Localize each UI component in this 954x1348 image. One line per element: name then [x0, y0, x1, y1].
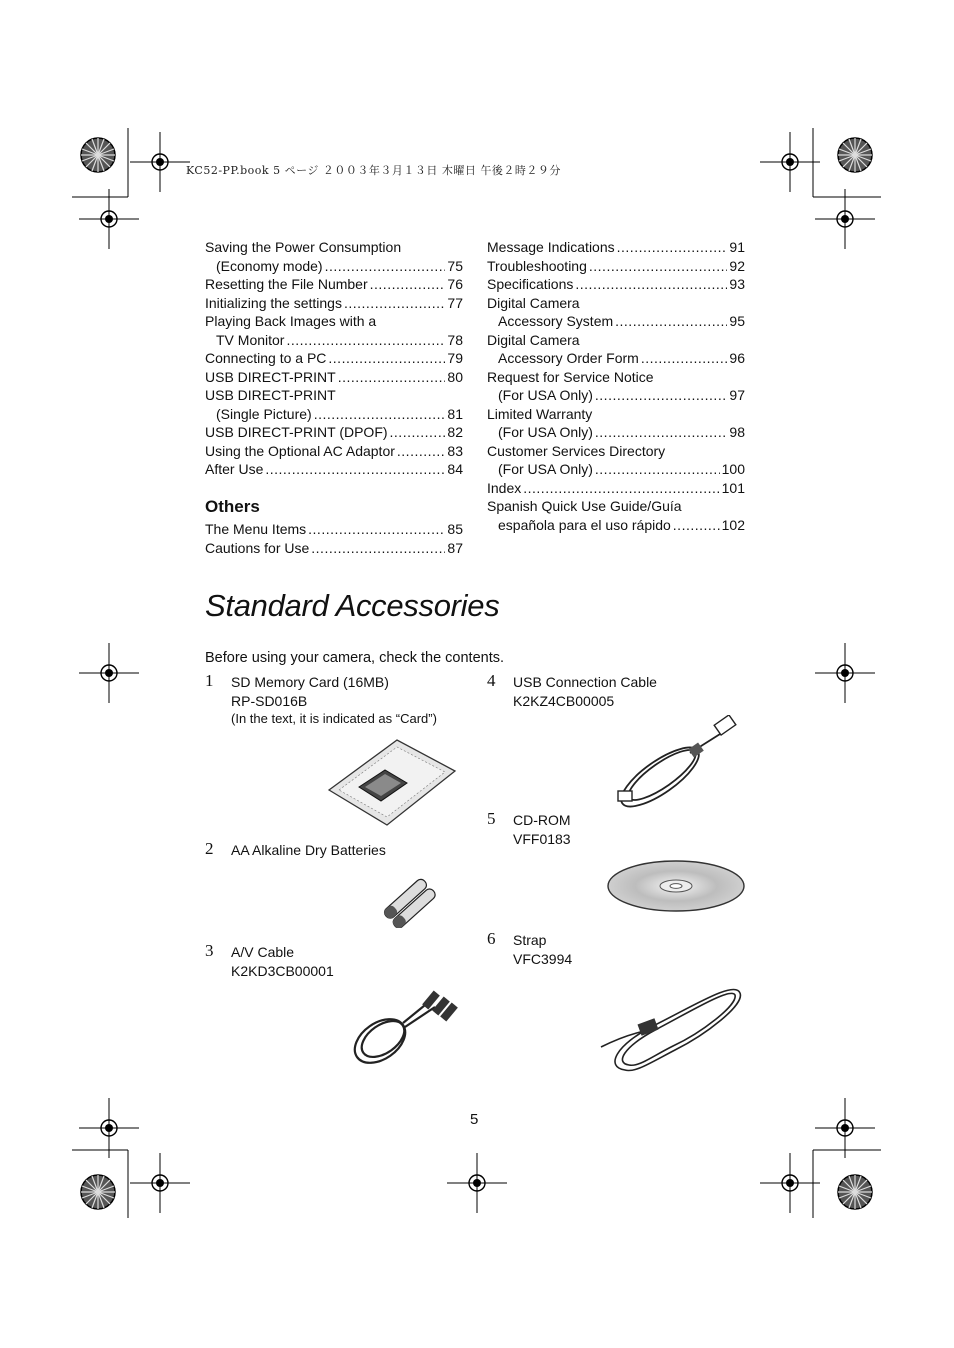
accessory-name: SD Memory Card (16MB)	[231, 674, 389, 690]
toc-entry-page: 102	[721, 516, 745, 533]
toc-entry[interactable]	[205, 460, 463, 479]
accessory-note: (In the text, it is indicated as “Card”)	[231, 711, 437, 726]
toc-leader	[311, 539, 445, 558]
toc-leader	[286, 331, 445, 350]
toc-leader	[325, 257, 446, 276]
toc-entry-text: Accessory Order Form	[498, 350, 639, 366]
toc-entry[interactable]	[487, 257, 745, 276]
toc-entry-page: 82	[447, 424, 463, 440]
toc-entry[interactable]	[205, 331, 463, 350]
toc-entry-page: 98	[729, 424, 745, 440]
print-header-line: KC52-PP.book 5 ページ ２００３年３月１３日 木曜日 午後２時２９分	[186, 164, 561, 177]
toc-entry-text: Accessory System	[498, 313, 614, 329]
toc-entry-page: 84	[447, 461, 463, 477]
toc-entry[interactable]	[205, 423, 463, 442]
toc-entry[interactable]	[487, 386, 745, 405]
toc-entry-text: Customer Services Directory	[487, 442, 666, 459]
toc-entry-text: Connecting to a PC	[205, 350, 327, 366]
others-list	[205, 520, 463, 557]
toc-entry-text: Message Indications	[487, 239, 615, 255]
toc-entry-page: 78	[447, 331, 463, 348]
toc-entry[interactable]	[487, 423, 745, 442]
accessory-number: 5	[487, 809, 496, 828]
accessory-name: A/V Cable	[231, 944, 295, 960]
toc-entry-text: (Single Picture)	[216, 405, 312, 422]
toc-entry[interactable]	[487, 368, 745, 387]
toc-entry[interactable]	[487, 497, 745, 516]
toc-entry[interactable]	[205, 520, 463, 539]
accessory-item	[205, 943, 334, 980]
toc-leader	[338, 368, 446, 387]
star-target-icon	[81, 138, 115, 172]
toc-leader	[617, 238, 728, 257]
strap-illustration	[595, 975, 747, 1075]
toc-entry[interactable]	[487, 479, 745, 498]
accessory-name: CD-ROM	[513, 812, 571, 828]
accessory-number: 2	[205, 839, 214, 858]
toc-leader	[265, 460, 445, 479]
toc-entry-text: Cautions for Use	[205, 539, 310, 556]
toc-leader	[673, 516, 720, 535]
page-number: 5	[470, 1111, 479, 1128]
accessory-name: Strap	[513, 932, 547, 948]
section-title: Standard Accessories	[205, 588, 500, 623]
toc-entry-text: española para el uso rápido	[498, 516, 671, 533]
toc-leader	[328, 349, 445, 368]
toc-entry-text: Limited Warranty	[487, 405, 593, 422]
accessory-item	[487, 673, 657, 710]
toc-entry-page: 91	[729, 239, 745, 255]
others-heading: Others	[205, 497, 260, 516]
toc-entry-page: 80	[447, 368, 463, 385]
toc-entry-text: Resetting the File Number	[205, 276, 368, 292]
accessory-item	[205, 841, 386, 860]
accessory-number: 3	[205, 941, 214, 960]
toc-leader	[370, 275, 446, 294]
accessory-code: K2KZ4CB00005	[513, 692, 615, 709]
accessory-number: 1	[205, 671, 214, 690]
toc-entry[interactable]	[487, 275, 745, 294]
toc-entry-page: 87	[447, 539, 463, 556]
toc-entry-page: 81	[447, 405, 463, 422]
toc-entry[interactable]	[487, 349, 745, 368]
toc-entry-text: USB DIRECT-PRINT (DPOF)	[205, 424, 388, 440]
toc-entry[interactable]	[205, 405, 463, 424]
toc-entry[interactable]	[205, 312, 463, 331]
toc-entry-text: Digital Camera	[487, 331, 580, 348]
toc-entry[interactable]	[205, 257, 463, 276]
toc-entry-text: Saving the Power Consumption	[205, 239, 402, 255]
sd-card-illustration	[325, 735, 460, 830]
toc-entry-page: 92	[729, 257, 745, 274]
toc-entry[interactable]	[487, 405, 745, 424]
accessory-item	[487, 811, 571, 848]
toc-leader	[308, 520, 445, 539]
toc-leader	[344, 294, 445, 313]
accessory-name: USB Connection Cable	[513, 674, 657, 690]
toc-entry[interactable]	[205, 349, 463, 368]
accessory-name: AA Alkaline Dry Batteries	[231, 842, 386, 858]
toc-entry[interactable]	[205, 442, 463, 461]
accessory-code: RP-SD016B	[231, 692, 308, 709]
toc-entry[interactable]	[487, 460, 745, 479]
intro-text: Before using your camera, check the contents.	[205, 650, 505, 666]
toc-entry[interactable]	[205, 294, 463, 313]
toc-leader	[390, 423, 446, 442]
accessory-code: VFC3994	[513, 950, 573, 967]
toc-entry-text: Request for Service Notice	[487, 368, 654, 385]
toc-entry-page: 101	[721, 479, 745, 496]
toc-entry-text: After Use	[205, 461, 264, 477]
toc-entry-text: Index	[487, 479, 522, 496]
accessory-item	[205, 673, 437, 729]
toc-entry[interactable]	[487, 294, 745, 313]
toc-entry[interactable]	[487, 442, 745, 461]
toc-entry-page: 97	[729, 387, 745, 403]
toc-entry[interactable]	[205, 368, 463, 387]
toc-entry[interactable]	[487, 516, 745, 535]
toc-entry-page: 100	[721, 461, 745, 477]
toc-entry-page: 95	[729, 313, 745, 329]
toc-entry[interactable]	[205, 238, 463, 257]
toc-entry[interactable]	[487, 331, 745, 350]
toc-entry-text: Troubleshooting	[487, 257, 587, 274]
toc-entry-text: Specifications	[487, 276, 574, 292]
toc-entry-text: The Menu Items	[205, 521, 307, 537]
toc-leader	[595, 423, 728, 442]
toc-entry-page: 77	[447, 294, 463, 311]
toc-entry-text: Playing Back Images with a	[205, 313, 377, 329]
toc-entry-page: 85	[447, 521, 463, 537]
toc-entry-page: 96	[729, 350, 745, 366]
toc-leader	[589, 257, 728, 276]
toc-entry-page: 76	[447, 276, 463, 292]
toc-entry-text: Digital Camera	[487, 294, 580, 311]
toc-leader	[641, 349, 728, 368]
toc-entry-page: 93	[729, 276, 745, 292]
accessory-number: 6	[487, 929, 496, 948]
toc-leader	[575, 275, 727, 294]
toc-right-column	[487, 238, 745, 534]
accessory-item	[487, 931, 572, 968]
toc-entry[interactable]	[487, 312, 745, 331]
toc-entry[interactable]	[205, 539, 463, 558]
toc-entry-text: Using the Optional AC Adaptor	[205, 442, 395, 459]
toc-entry-text: (For USA Only)	[498, 461, 593, 477]
toc-entry[interactable]	[205, 275, 463, 294]
toc-leader	[595, 460, 720, 479]
toc-entry-text: USB DIRECT-PRINT	[205, 368, 336, 385]
toc-leader	[397, 442, 446, 461]
toc-entry[interactable]	[205, 386, 463, 405]
toc-entry-text: (For USA Only)	[498, 387, 593, 403]
batteries-illustration	[378, 878, 446, 928]
accessory-code: K2KD3CB00001	[231, 962, 334, 979]
toc-entry-text: USB DIRECT-PRINT	[205, 387, 336, 403]
toc-entry-text: Spanish Quick Use Guide/Guía	[487, 498, 682, 514]
toc-entry-text: (Economy mode)	[216, 257, 323, 274]
toc-leader	[314, 405, 446, 424]
toc-entry-page: 83	[447, 442, 463, 459]
usb-cable-illustration	[610, 715, 745, 810]
toc-entry-text: (For USA Only)	[498, 424, 593, 440]
accessory-code: VFF0183	[513, 830, 571, 847]
cd-rom-illustration	[605, 858, 747, 914]
accessory-number: 4	[487, 671, 496, 690]
toc-leader	[595, 386, 728, 405]
toc-entry-page: 75	[447, 257, 463, 274]
toc-entry[interactable]	[487, 238, 745, 257]
toc-leader	[523, 479, 719, 498]
toc-left-column	[205, 238, 463, 479]
toc-entry-text: Initializing the settings	[205, 294, 342, 311]
av-cable-illustration	[345, 983, 460, 1073]
toc-entry-text: TV Monitor	[216, 331, 285, 348]
toc-entry-page: 79	[447, 350, 463, 366]
toc-leader	[615, 312, 727, 331]
